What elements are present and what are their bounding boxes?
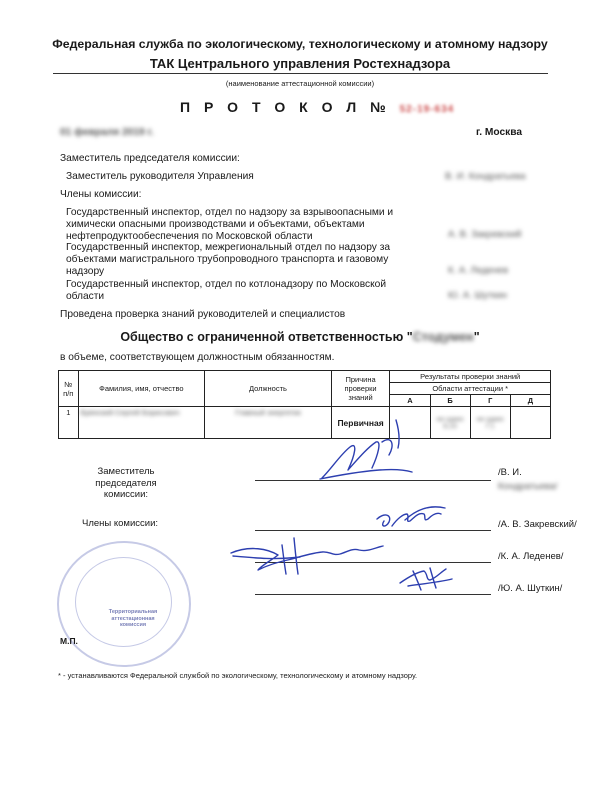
cell-position: Главный энергетик xyxy=(205,407,332,439)
check-scope: в объеме, соответствующем должностным обязанностям. xyxy=(60,352,335,363)
sig-deputy-surname-text: Кондратьева/ xyxy=(498,481,558,492)
signature-3 xyxy=(231,538,383,574)
th-reason: Причина проверки знаний xyxy=(331,371,390,407)
signature-4 xyxy=(400,568,452,590)
sig-member-3: /Ю. А. Шуткин/ xyxy=(498,583,563,594)
th-area-a: А xyxy=(390,395,430,407)
member-1-name: А. В. Закревский xyxy=(448,229,522,240)
cell-name: Брянский Сергей Борисович xyxy=(78,407,205,439)
commission-name: ТАК Центрального управления Ростехнадзора xyxy=(149,56,451,71)
signature-1 xyxy=(320,420,412,479)
th-area-b: Б xyxy=(430,395,470,407)
th-num: № п/п xyxy=(59,371,79,407)
protocol-city: г. Москва xyxy=(476,127,523,138)
sig-member-1: /А. В. Закревский/ xyxy=(498,519,577,530)
deputy-label: Заместитель председателя комиссии: xyxy=(60,153,240,164)
org-prefix: Общество с ограниченной ответственностью " xyxy=(120,330,413,344)
cell-reason: Первичная xyxy=(331,407,390,439)
stamp-text: Территориальная аттестационная комиссия xyxy=(108,609,158,628)
members-label: Члены комиссии: xyxy=(60,189,142,200)
cell-num: 1 xyxy=(59,407,79,439)
member-2-position: Государственный инспектор, межрегиональный отдел по надзору за объектами магистрального трубопроводного транспорта и газовому надзору xyxy=(66,242,391,277)
check-intro: Проведена проверка знаний руководителей и специалистов xyxy=(60,309,346,320)
member-2-name: К. А. Леденев xyxy=(448,265,509,276)
mp-label: М.П. xyxy=(60,636,78,646)
signature-2 xyxy=(377,507,445,526)
th-position: Должность xyxy=(205,371,332,407)
th-name: Фамилия, имя, отчество xyxy=(78,371,205,407)
member-3-name: Ю. А. Шуткин xyxy=(448,290,508,301)
sig-deputy-label: Заместитель председателя комиссии: xyxy=(95,466,157,500)
member-1-position: Государственный инспектор, отдел по надзору за взрывоопасными и химически опасными производствами и объектами, объектами нефтепродуктообеспечения по Московской области xyxy=(66,207,394,242)
cell-area-g: не сдано Г.1 xyxy=(470,407,510,439)
sig-deputy-initials: /В. И. xyxy=(498,467,522,478)
stamp-inner-ring xyxy=(75,557,172,647)
protocol-date-text: 01 февраля 2019 г. xyxy=(60,127,154,138)
th-area-d: Д xyxy=(510,395,550,407)
protocol-number: 52-19-634 xyxy=(399,104,455,115)
commission-caption: (наименование аттестационной комиссии) xyxy=(225,79,375,88)
deputy-name: В. И. Кондратьева xyxy=(445,171,526,182)
member-3-position: Государственный инспектор, отдел по котлонадзору по Московской области xyxy=(66,279,387,302)
agency-name: Федеральная служба по экологическому, технологическому и атомному надзору xyxy=(52,37,548,51)
footnote: * - устанавливаются Федеральной службой по экологическому, технологическому и атомному надзору. xyxy=(58,671,418,680)
sig-members-label: Члены комиссии: xyxy=(82,518,159,529)
deputy-position: Заместитель руководителя Управления xyxy=(66,171,254,182)
org-name-redacted: Стодумен xyxy=(412,330,474,344)
protocol-title-text: П Р О Т О К О Л № xyxy=(180,99,391,115)
sig-member-2: /К. А. Леденев/ xyxy=(498,551,564,562)
org-suffix: " xyxy=(473,330,480,344)
th-results: Результаты проверки знаний xyxy=(390,371,551,383)
th-area-g: Г xyxy=(470,395,510,407)
th-areas: Области аттестации * xyxy=(390,383,551,395)
cell-area-b: не сдано Б.23 xyxy=(430,407,470,439)
